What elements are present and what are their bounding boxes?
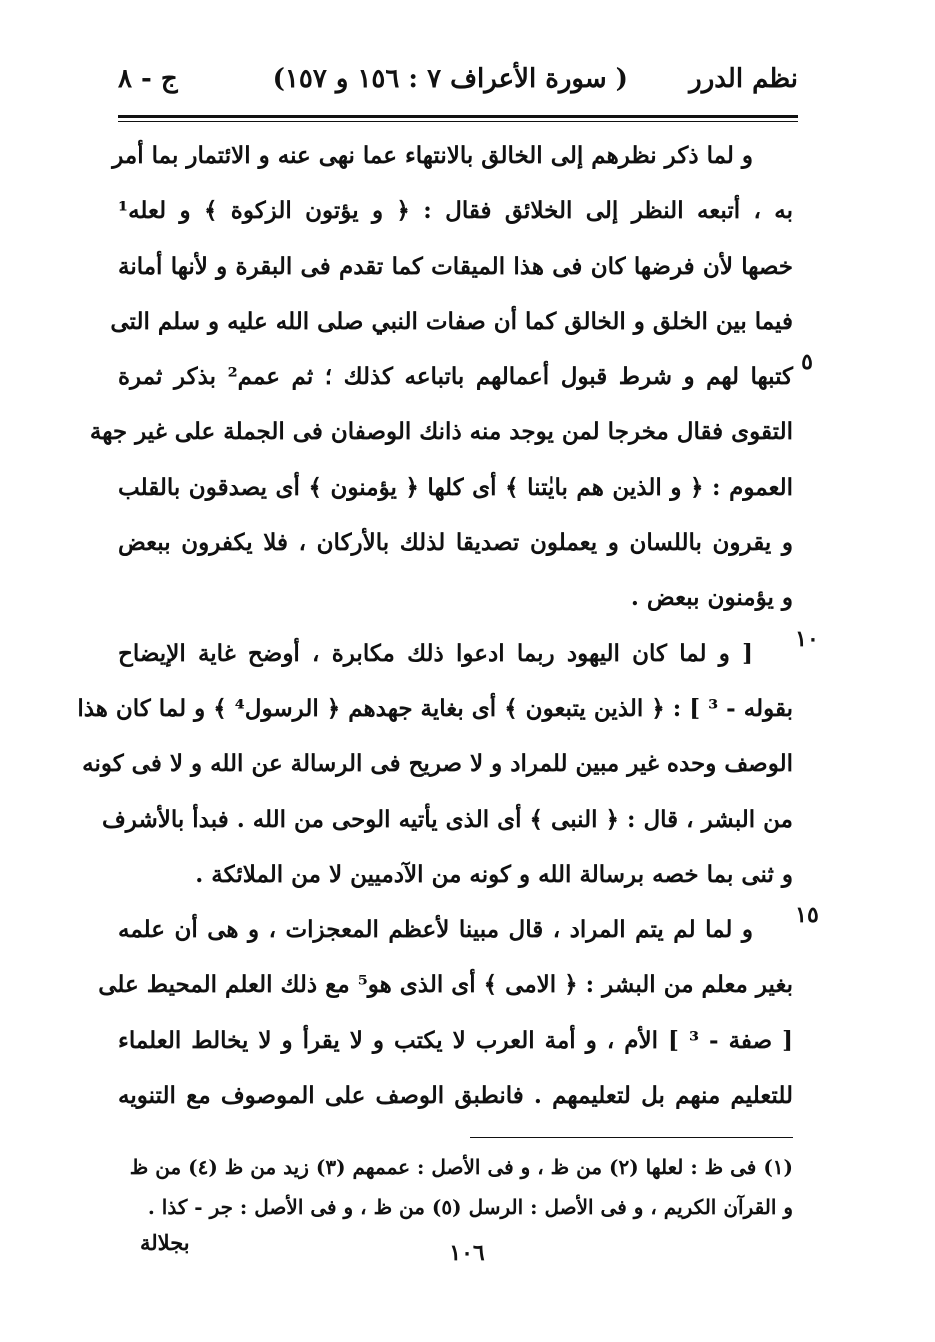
footnote-line: و القرآن الكريم ، و فى الأصل : الرسل (٥) من ظ ، و فى الأصل : جر - كذا . bbox=[147, 1195, 793, 1219]
text-line: [ و لما كان اليهود ربما ادعوا ذلك مكابرة ، أوضح غاية الإيضاح bbox=[118, 639, 753, 667]
volume-number: ج - ٨ bbox=[118, 64, 178, 94]
header-rule-thin bbox=[118, 121, 798, 122]
footnotes bbox=[118, 1147, 793, 1227]
text-line: و لما لم يتم المراد ، قال مبينا لأعظم المعجزات ، و هى أن علمه bbox=[118, 916, 753, 944]
text-line: التقوى فقال مخرجا لمن يوجد منه ذانك الوصفان فى الجملة على غير جهة bbox=[89, 418, 793, 446]
text-line: من البشر ، قال : ﴿ النبى ﴾ أى الذى يأتيه الوحى من الله . فبدأ بالأشرف bbox=[101, 805, 793, 833]
page-number: ١٠٦ bbox=[449, 1240, 485, 1266]
text-line: فيما بين الخلق و الخالق كما أن صفات النبي صلى الله عليه و سلم التى bbox=[110, 307, 793, 335]
text-line: للتعليم منهم بل لتعليمهم . فانطبق الوصف على الموصوف مع التنويه bbox=[118, 1082, 793, 1110]
text-line: و يؤمنون ببعض . bbox=[630, 584, 793, 612]
line-number: ١٥ bbox=[795, 902, 819, 928]
text-line: بقوله - ³ ] : ﴿ الذين يتبعون ﴾ أى بغاية جهدهم ﴿ الرسول⁴ ﴾ و لما كان هذا bbox=[77, 694, 793, 722]
surah-reference: ( سورة الأعراف ٧ : ١٥٦ و ١٥٧) bbox=[272, 64, 628, 94]
text-line: كتبها لهم و شرط قبول أعمالهم باتباعه كذلك ؛ ثم عمم² بذكر ثمرة bbox=[118, 363, 793, 391]
running-header bbox=[118, 58, 798, 106]
catchword: بجلالة bbox=[140, 1230, 190, 1255]
header-rule-thick bbox=[118, 115, 798, 118]
text-line: العموم : ﴿ و الذين هم بايٰتنا ﴾ أى كلها ﴿ يؤمنون ﴾ أى يصدقون بالقلب bbox=[118, 473, 793, 501]
text-line: خصها لأن فرضها كان فى هذا الميقات كما تقدم فى البقرة و لأنها أمانة bbox=[118, 252, 793, 280]
text-line: و ثنى بما خصه برسالة الله و كونه من الآدميين لا من الملائكة . bbox=[195, 860, 793, 888]
text-line: الوصف وحده غير مبين للمراد و لا صريح فى الرسالة عن الله و لا فى كونه bbox=[82, 750, 793, 778]
text-line: [ صفة - ³ ] الأم ، و أمة العرب لا يكتب و لا يقرأ و لا يخالط العلماء bbox=[118, 1026, 793, 1054]
footnote-separator bbox=[470, 1137, 793, 1138]
line-number: ١٠ bbox=[795, 626, 819, 652]
line-number: ٥ bbox=[801, 349, 813, 375]
text-line: و يقرون باللسان و يعملون تصديقا لذلك بالأركان ، فلا يكفرون ببعض bbox=[118, 529, 793, 557]
text-line: به ، أتبعه النظر إلى الخلائق فقال : ﴿ و يؤتون الزكوة ﴾ و لعله¹ bbox=[118, 197, 793, 225]
text-line: بغير معلم من البشر : ﴿ الامى ﴾ أى الذى هو⁵ مع ذلك العلم المحيط على bbox=[98, 971, 793, 999]
main-text bbox=[77, 128, 793, 1123]
text-line: و لما ذكر نظرهم إلى الخالق بالانتهاء عما نهى عنه و الائتمار بما أمر bbox=[112, 142, 753, 169]
footnote-line: (١) فى ظ : لعلها (٢) من ظ ، و فى الأصل : عممهم (٣) زيد من ظ (٤) من ظ bbox=[129, 1155, 793, 1179]
book-title: نظم الدرر bbox=[689, 64, 798, 94]
